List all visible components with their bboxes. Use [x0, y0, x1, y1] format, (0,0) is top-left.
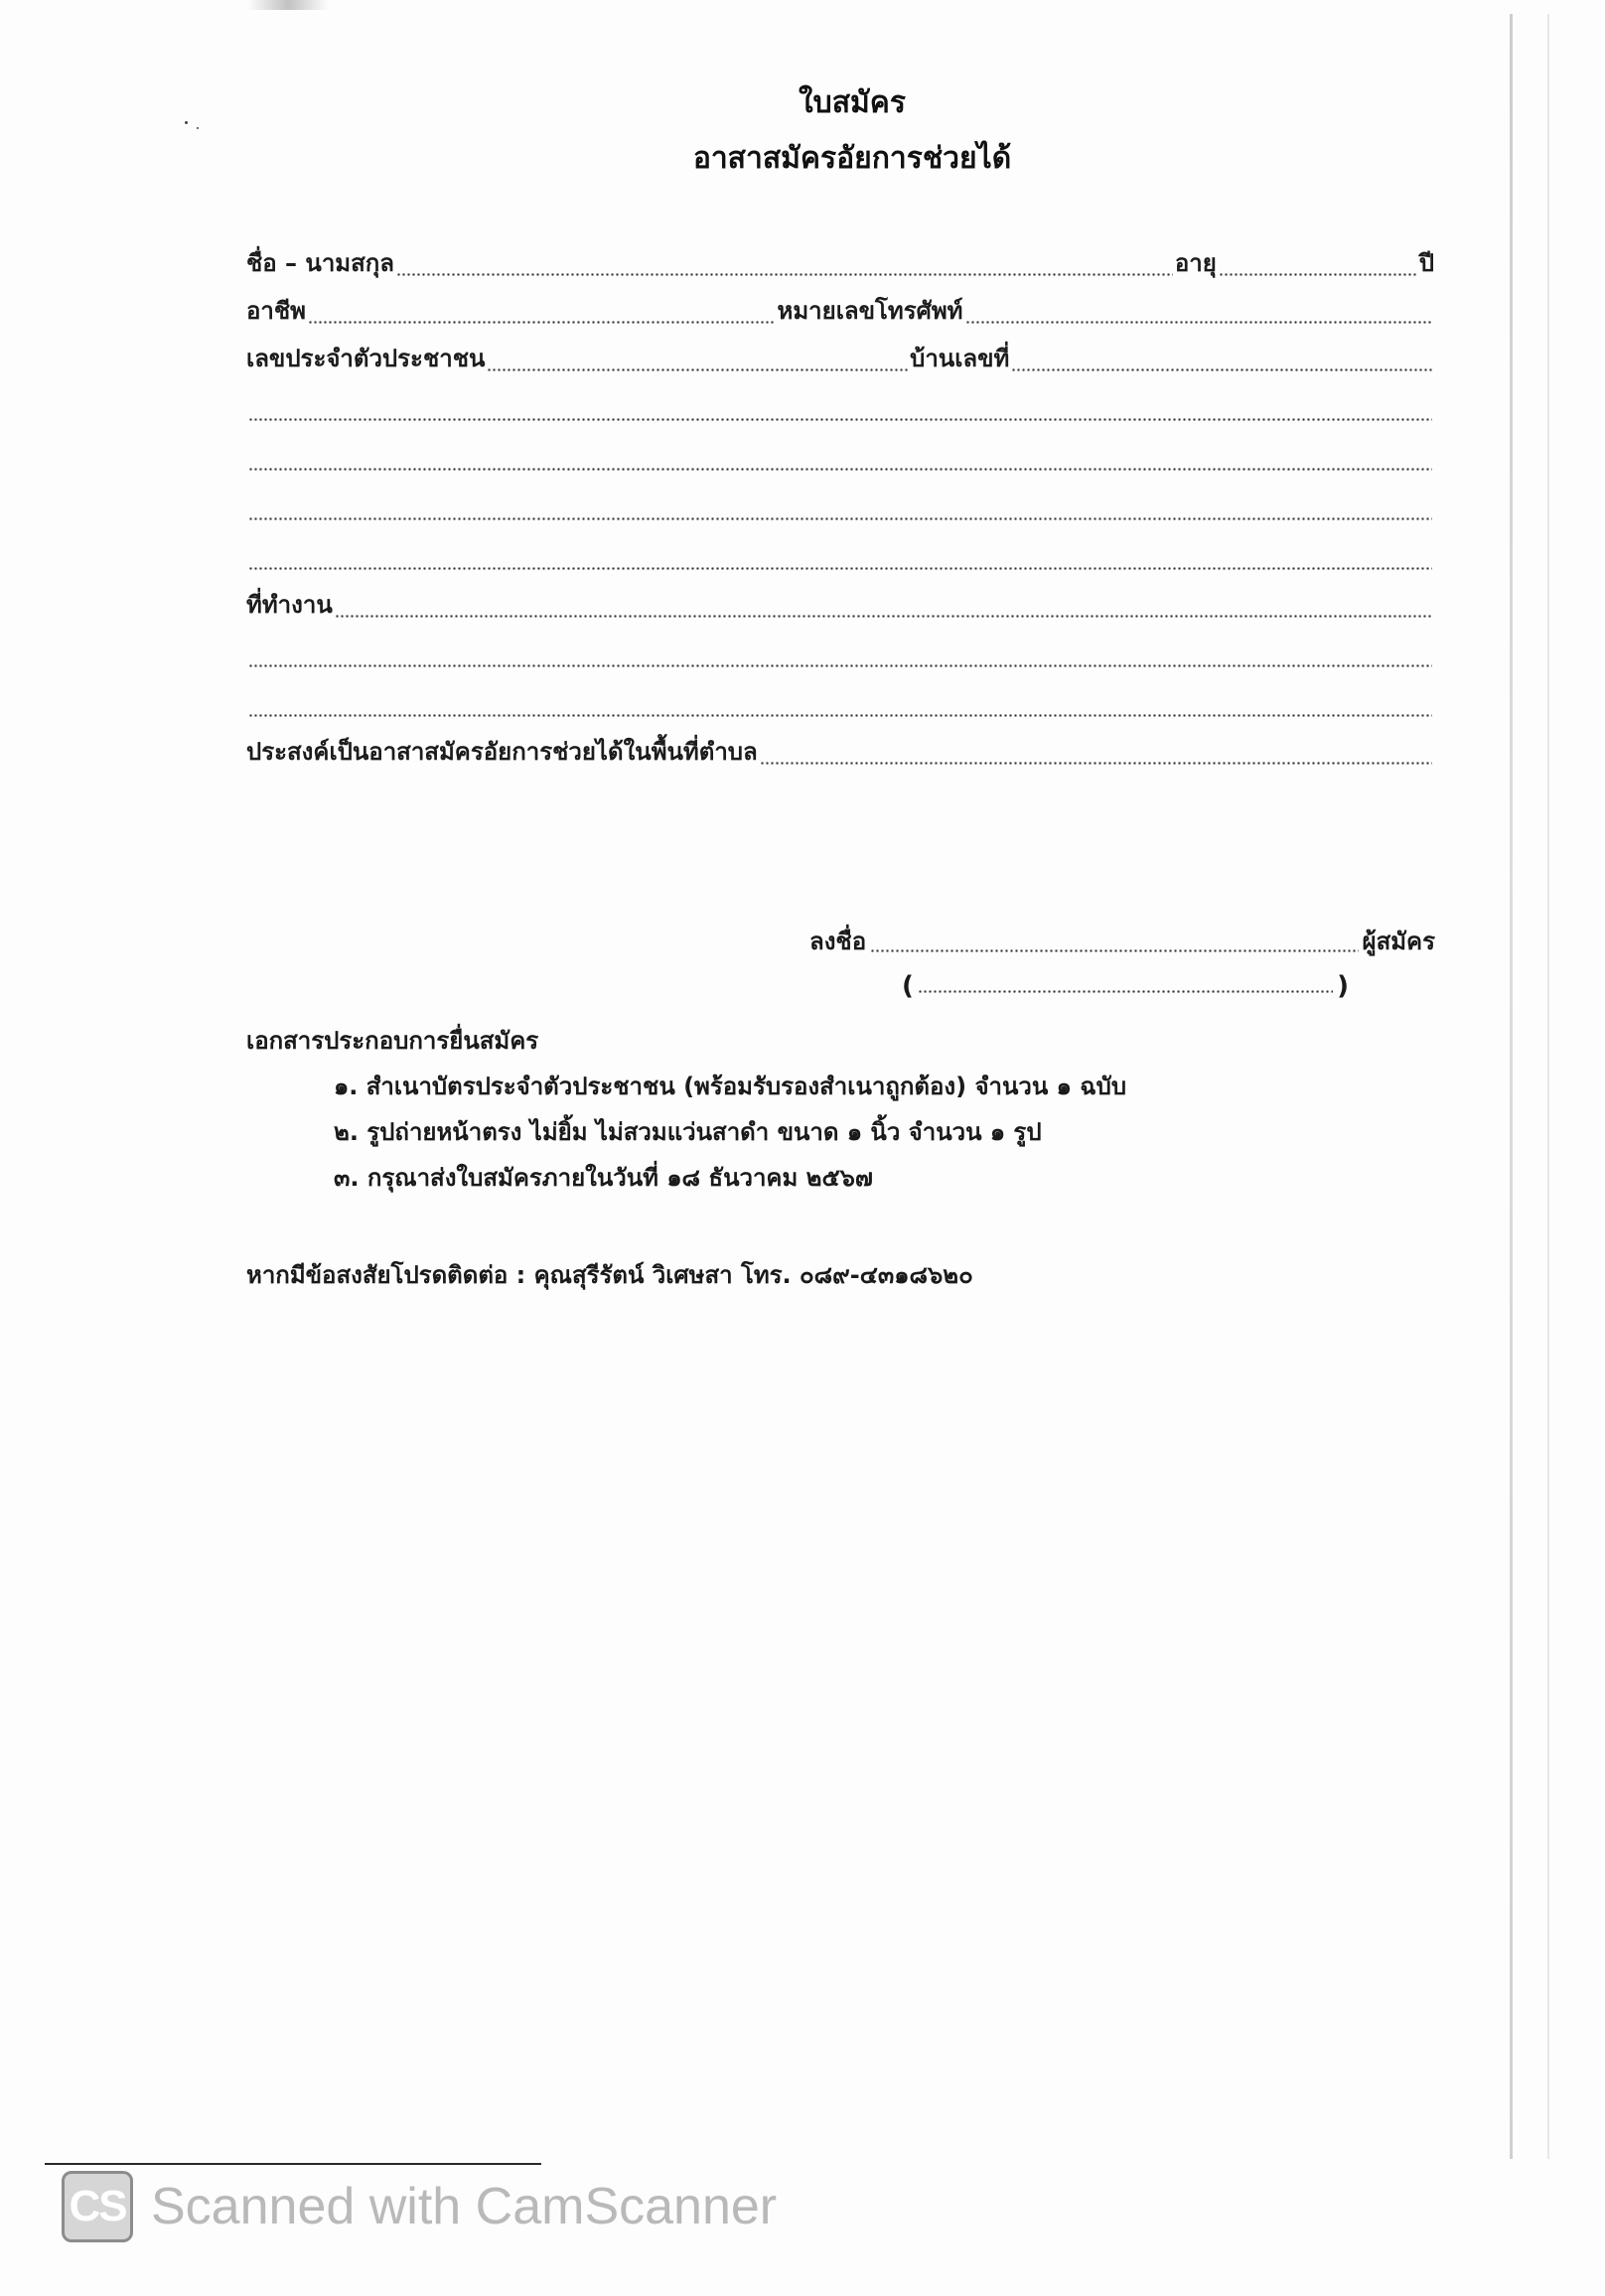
signature-field[interactable]: [870, 949, 1358, 952]
id-address-row: [246, 340, 1434, 379]
document-item: ๑. สำเนาบัตรประจำตัวประชาชน (พร้อมรับรองสำเนาถูกต้อง) จำนวน ๑ ฉบับ: [334, 1073, 1127, 1100]
workplace-label: ที่ทำงาน: [246, 591, 333, 619]
name-label: ชื่อ – นามสกุล: [246, 249, 395, 277]
signature-row: [809, 922, 1435, 960]
name-field[interactable]: [396, 273, 1173, 276]
workplace-field-line[interactable]: [248, 664, 1432, 667]
workplace-line: [246, 685, 1434, 725]
form-title: ใบสมัคร: [799, 85, 906, 120]
scan-artifact-right-secondary: [1547, 14, 1549, 2159]
age-field[interactable]: [1219, 273, 1417, 276]
scan-artifact-right: [1510, 14, 1513, 2159]
id-number-label: เลขประจำตัวประชาชน: [246, 345, 486, 372]
address-field-line[interactable]: [248, 517, 1432, 520]
workplace-row: [246, 586, 1434, 626]
district-field[interactable]: [760, 762, 1432, 765]
years-label: ปี: [1418, 249, 1434, 277]
phone-field[interactable]: [965, 321, 1433, 324]
form-subtitle: อาสาสมัครอัยการช่วยได้: [692, 141, 1012, 176]
workplace-line: [246, 636, 1434, 675]
address-line: [246, 538, 1434, 578]
age-label: อายุ: [1174, 249, 1217, 277]
phone-label: หมายเลขโทรศัพท์: [777, 297, 963, 325]
district-row: [246, 733, 1434, 773]
address-field-line[interactable]: [248, 567, 1432, 570]
name-age-row: [246, 244, 1434, 284]
scan-artifact-top: [248, 0, 328, 10]
open-paren: (: [902, 971, 914, 1001]
camscanner-watermark: [62, 2171, 777, 2242]
occupation-phone-row: [246, 292, 1434, 332]
document-item: ๒. รูปถ่ายหน้าตรง ไม่ยิ้ม ไม่สวมแว่นสาดำ ขนาด ๑ นิ้ว จำนวน ๑ รูป: [334, 1118, 1042, 1146]
id-number-field[interactable]: [487, 368, 908, 371]
house-number-field[interactable]: [1011, 368, 1432, 371]
address-field-line[interactable]: [248, 418, 1432, 421]
document-item: ๓. กรุณาส่งใบสมัครภายในวันที่ ๑๘ ธันวาคม ๒๕๖๗: [334, 1164, 873, 1192]
printed-name-row: [902, 971, 1349, 1001]
contact-info: หากมีข้อสงสัยโปรดติดต่อ : คุณสุรีรัตน์ วิเศษสา โทร. ๐๘๙-๔๓๑๘๖๒๐: [246, 1261, 973, 1289]
occupation-field[interactable]: [308, 321, 776, 324]
close-paren: ): [1337, 971, 1349, 1001]
address-field-line[interactable]: [248, 468, 1432, 471]
house-number-label: บ้านเลขที่: [910, 345, 1010, 372]
documents-heading: เอกสารประกอบการยื่นสมัคร: [246, 1027, 539, 1055]
district-label: ประสงค์เป็นอาสาสมัครอัยการช่วยได้ในพื้นที่ตำบล: [246, 738, 758, 766]
address-line: [246, 389, 1434, 429]
scan-speck: [197, 127, 199, 129]
printed-name-field[interactable]: [918, 990, 1333, 993]
camscanner-logo-icon: CS: [62, 2171, 133, 2242]
scan-artifact-bottom-line: [45, 2163, 541, 2165]
workplace-field[interactable]: [335, 615, 1432, 618]
workplace-field-line[interactable]: [248, 714, 1432, 717]
watermark-text: Scanned with CamScanner: [151, 2178, 778, 2235]
applicant-label: ผู้สมัคร: [1362, 928, 1435, 955]
address-line: [246, 439, 1434, 479]
occupation-label: อาชีพ: [246, 297, 306, 325]
sign-label: ลงชื่อ: [809, 928, 867, 955]
address-line: [246, 489, 1434, 528]
